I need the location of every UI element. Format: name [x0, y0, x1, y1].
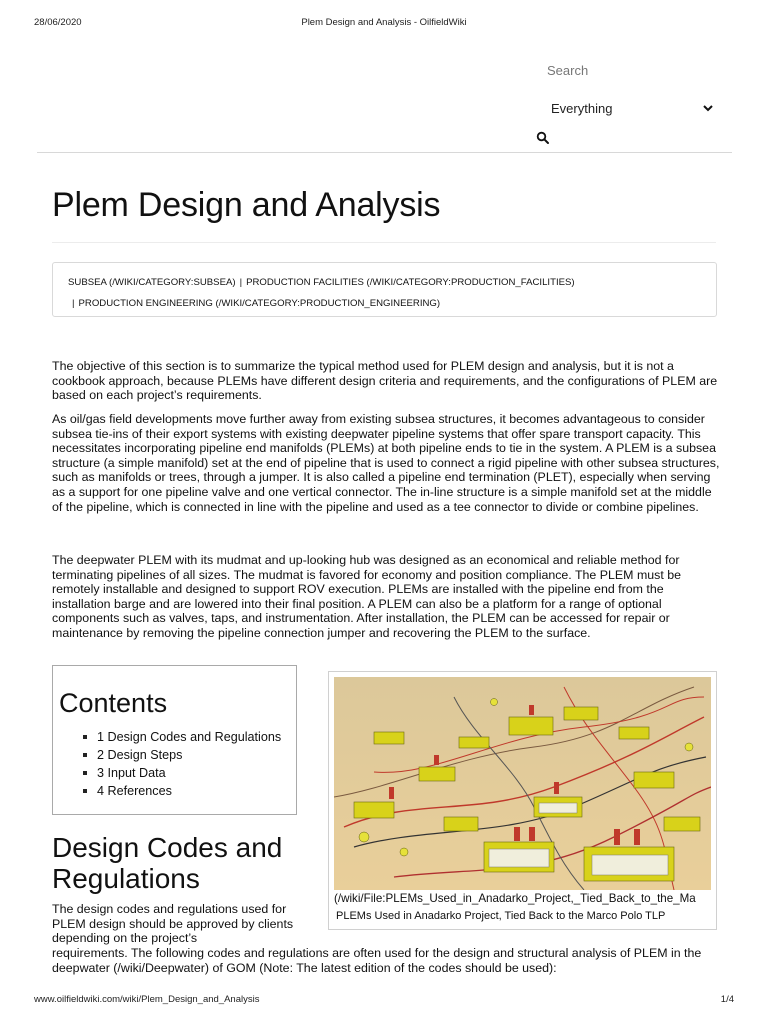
figure-thumbnail — [328, 671, 717, 930]
search-scope-select[interactable] — [541, 94, 719, 122]
header-divider — [37, 152, 732, 153]
toc-link-design-codes[interactable]: 1 Design Codes and Regulations — [97, 730, 282, 744]
print-header — [34, 17, 734, 31]
category-link-production-facilities[interactable]: PRODUCTION FACILITIES (/WIKI/CATEGORY:PRODUCTION_FACILITIES) — [246, 277, 575, 288]
toc-item — [97, 764, 281, 782]
print-page-title: Plem Design and Analysis - OilfieldWiki — [301, 17, 467, 28]
print-date: 28/06/2020 — [34, 17, 82, 28]
design-codes-paragraph-continued: requirements. The following codes and regulations are often used for the design and structural analysis of PLEM in the deepwater (/wiki/Deepwater) of GOM (Note: The latest edition of the codes should be used): — [52, 946, 702, 975]
plem-field-image[interactable] — [334, 677, 711, 890]
category-link-subsea[interactable]: SUBSEA (/WIKI/CATEGORY:SUBSEA) — [68, 277, 236, 288]
category-box — [52, 262, 717, 317]
magnifier-icon — [536, 131, 550, 145]
toc-item — [97, 782, 281, 800]
print-url: www.oilfieldwiki.com/wiki/Plem_Design_and_Analysis — [34, 994, 260, 1005]
category-link-production-engineering[interactable]: PRODUCTION ENGINEERING (/WIKI/CATEGORY:PRODUCTION_ENGINEERING) — [78, 298, 441, 309]
search-button[interactable] — [536, 131, 550, 145]
toc-heading: Contents — [59, 688, 168, 718]
section-title-design-codes: Design Codes and Regulations — [52, 832, 283, 894]
page-title: Plem Design and Analysis — [52, 186, 441, 224]
deepwater-plem-paragraph: The deepwater PLEM with its mudmat and up-looking hub was designed as an economical and reliable method for terminating pipelines of all sizes. The mudmat is favored for economy and position compliance. The PLEM must be remotely installable and designed to support ROV execution. PLEMs are installed with the pipeline end from the installation barge and are lowered into their final position. A PLEM can also be a platform for a range of optional components such as valves, taps, and instrumentation. After installation, the PLEM can be accessed for repair or maintenance by removing the pipeline connection jumper and recovering the PLEM to the surface. — [52, 553, 682, 640]
plem-definition-paragraph: As oil/gas field developments move further away from existing subsea structures, it becomes advantageous to consider subsea tie-ins of their export systems with existing deepwater pipeline systems that offer spare transport capacity. This necessitates incorporating pipeline end manifolds (PLEMs) at both pipeline ends to tie in the system. A PLEM is a subsea structure (a simple manifold) set at the end of pipeline that is used to connect a rigid pipeline with other subsea structures, such as manifolds or trees, through a jumper. It is also called a pipeline end termination (PLET), especially when serving as a support for one pipeline valve and one vertical connector. The in-line structure is a simple manifold set at the middle of the pipeline, which is connected in line with the pipeline and used as a tee connector to divide or combine pipelines. — [52, 412, 720, 514]
intro-paragraph: The objective of this section is to summarize the typical method used for PLEM design and analysis, but it is not a cookbook approach, because PLEMs have different design criteria and requirements, and the configurations of PLEM are based on each project’s requirements. — [52, 359, 718, 403]
toc-item — [97, 728, 281, 746]
design-codes-paragraph: The design codes and regulations used for PLEM design should be approved by clients depending on the project’s — [52, 902, 294, 946]
category-separator: | — [239, 277, 243, 288]
figure-caption: PLEMs Used in Anadarko Project, Tied Back to the Marco Polo TLP — [336, 910, 666, 922]
title-divider — [52, 242, 716, 243]
table-of-contents — [52, 665, 297, 815]
category-separator: | — [72, 298, 75, 309]
toc-link-input-data[interactable]: 3 Input Data — [97, 766, 166, 780]
toc-item — [97, 746, 281, 764]
print-page-number: 1/4 — [720, 994, 734, 1005]
search-input[interactable]: Search — [547, 63, 589, 78]
toc-link-references[interactable]: 4 References — [97, 784, 172, 798]
toc-list — [97, 728, 281, 800]
search-scope-value: Everything — [551, 100, 613, 116]
figure-file-link[interactable]: (/wiki/File:PLEMs_Used_in_Anadarko_Project,_Tied_Back_to_the_Ma — [334, 892, 696, 905]
chevron-down-icon — [703, 105, 713, 112]
toc-link-design-steps[interactable]: 2 Design Steps — [97, 748, 183, 762]
